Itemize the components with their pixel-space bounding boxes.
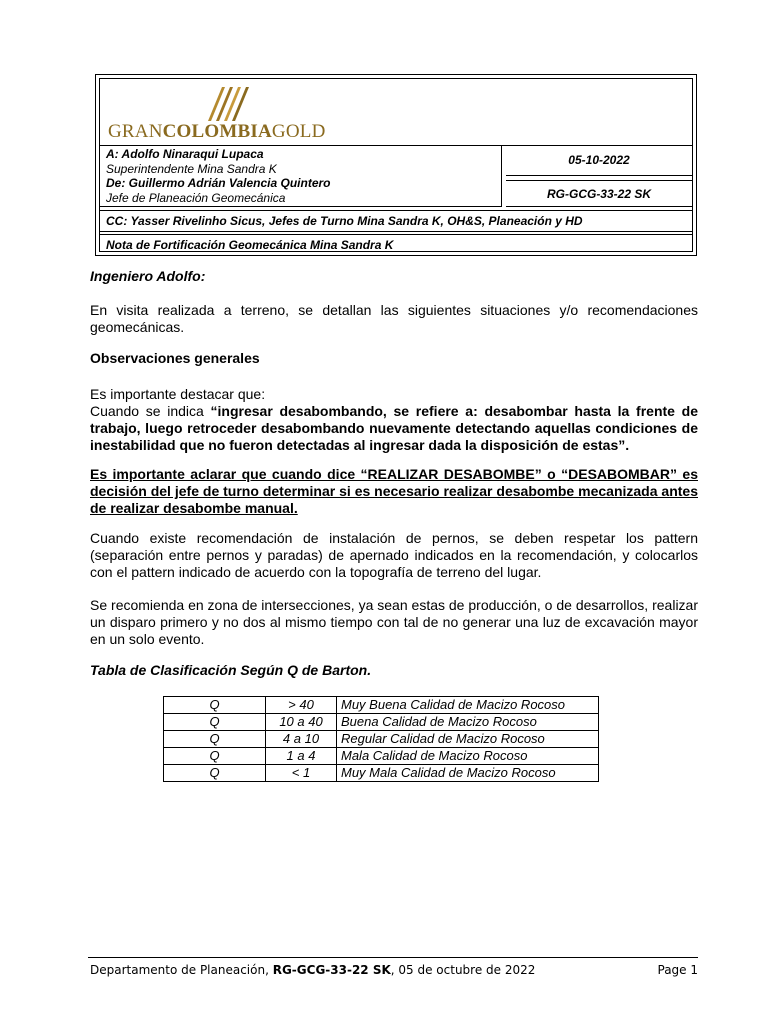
paragraph-aclaracion: Es importante aclarar que cuando dice “REALIZAR DESABOMBE” o “DESABOMBAR” es decisión del jefe de turno determinar si es necesario realizar desabombe mecanizada antes de realizar desabombe manual. — [90, 466, 698, 516]
memo-date: 05-10-2022 — [506, 145, 692, 176]
page-number: Page 1 — [657, 963, 698, 977]
footer-date: , 05 de octubre de 2022 — [390, 963, 536, 977]
q-cell: Q — [164, 765, 266, 782]
q-cell: Q — [164, 697, 266, 714]
greeting: Ingeniero Adolfo: — [90, 268, 206, 284]
quality-cell: Muy Mala Calidad de Macizo Rocoso — [337, 765, 599, 782]
q-cell: Q — [164, 714, 266, 731]
to-role: Superintendente Mina Sandra K — [106, 162, 277, 176]
memo-header-box — [95, 74, 697, 256]
range-cell: 4 a 10 — [266, 731, 337, 748]
quality-cell: Muy Buena Calidad de Macizo Rocoso — [337, 697, 599, 714]
table-row — [164, 765, 599, 782]
quality-cell: Mala Calidad de Macizo Rocoso — [337, 748, 599, 765]
range-cell: < 1 — [266, 765, 337, 782]
subject-line: Nota de Fortificación Geomecánica Mina Sandra K — [100, 234, 692, 254]
q-cell: Q — [164, 731, 266, 748]
company-logo-mark-icon — [200, 83, 260, 123]
from-role: Jefe de Planeación Geomecánica — [106, 191, 286, 205]
cc-line: CC: Yasser Rivelinho Sicus, Jefes de Turno Mina Sandra K, OH&S, Planeación y HD — [100, 210, 692, 232]
addressee-block — [100, 145, 502, 207]
logo-part-colombia: COLOMBIA — [162, 121, 272, 142]
quality-cell: Buena Calidad de Macizo Rocoso — [337, 714, 599, 731]
paragraph-bold-text: “ingresar desabombando, se refiere a: desabombar hasta la frente de trabajo, luego retroceder desabombando nuevamente detectando aquellas condiciones de inestabilidad que no fueron detectadas al ingresar dada la disposición de estas”. — [90, 403, 698, 453]
table-row — [164, 697, 599, 714]
memo-code: RG-GCG-33-22 SK — [506, 180, 692, 207]
table-row — [164, 714, 599, 731]
logo-part-gran: GRAN — [108, 121, 163, 142]
section-title: Observaciones generales — [90, 350, 260, 366]
footer-code: RG-GCG-33-22 SK — [272, 963, 391, 977]
table-title: Tabla de Clasificación Según Q de Barton. — [90, 662, 372, 678]
footer-department: Departamento de Planeación, — [90, 963, 273, 977]
quality-cell: Regular Calidad de Macizo Rocoso — [337, 731, 599, 748]
company-logo-text — [108, 121, 326, 143]
table-row — [164, 748, 599, 765]
page-footer — [90, 963, 698, 977]
paragraph-intro-line: Es importante destacar que: — [90, 386, 266, 402]
q-cell: Q — [164, 748, 266, 765]
logo-area — [100, 79, 692, 146]
range-cell: > 40 — [266, 697, 337, 714]
range-cell: 10 a 40 — [266, 714, 337, 731]
from-name: De: Guillermo Adrián Valencia Quintero — [106, 176, 331, 190]
logo-part-gold: GOLD — [271, 121, 326, 142]
paragraph-desabombar — [90, 386, 698, 454]
footer-divider — [88, 957, 698, 958]
q-barton-table — [163, 696, 599, 782]
paragraph-intersecciones: Se recomienda en zona de intersecciones, ya sean estas de producción, o de desarrollos, realizar un disparo primero y no dos al mismo tiempo con tal de no generar una luz de excavación mayor en un solo evento. — [90, 597, 698, 647]
paragraph-lead-text: Cuando se indica — [90, 403, 211, 419]
paragraph-pernos: Cuando existe recomendación de instalación de pernos, se deben respetar los pattern (separación entre pernos y paradas) de apernado indicados en la recomendación, y colocarlos con el pattern indicado de acuerdo con la topografía de terreno del lugar. — [90, 530, 698, 580]
memo-header-inner — [99, 78, 693, 252]
range-cell: 1 a 4 — [266, 748, 337, 765]
table-row — [164, 731, 599, 748]
intro-paragraph: En visita realizada a terreno, se detallan las siguientes situaciones y/o recomendaciones geomecánicas. — [90, 302, 698, 335]
to-name: A: Adolfo Ninaraqui Lupaca — [106, 147, 264, 161]
